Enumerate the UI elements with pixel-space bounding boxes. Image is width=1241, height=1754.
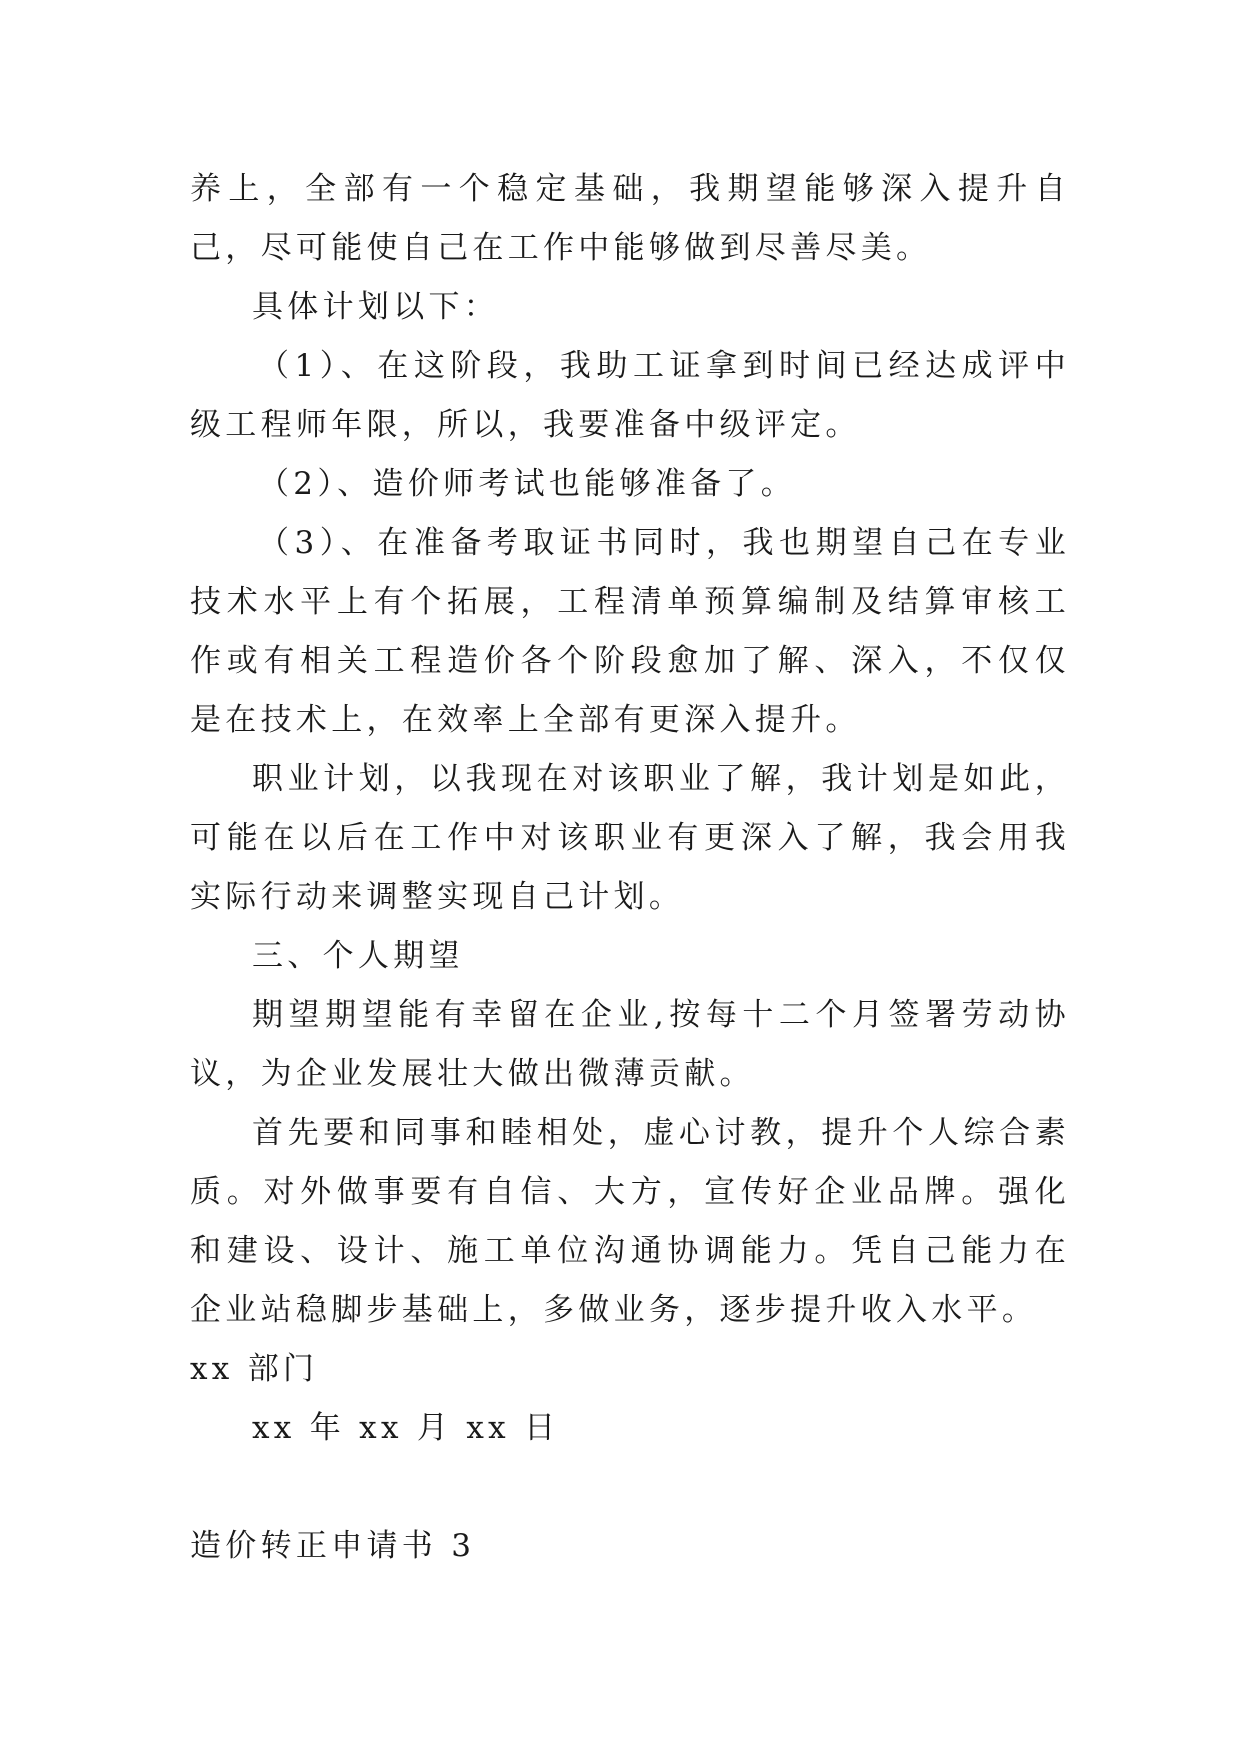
paragraph-expectation: 期望期望能有幸留在企业,按每十二个月签署劳动协议，为企业发展壮大做出微薄贡献。 bbox=[190, 997, 1070, 1092]
paragraph-conduct: 首先要和同事和睦相处，虚心讨教，提升个人综合素质。对外做事要有自信、大方，宣传好企业品牌。强化和建设、设计、施工单位沟通协调能力。凭自己能力在企业站稳脚步基础上，多做业务，逐步提升收入水平。 bbox=[190, 1115, 1070, 1328]
next-document-title: 造价转正申请书 3 bbox=[190, 1528, 476, 1564]
signature-department: xx 部门 bbox=[190, 1351, 319, 1387]
paragraph-plan-intro: 具体计划以下： bbox=[252, 289, 500, 325]
document-body bbox=[190, 160, 1070, 1576]
paragraph-continuation: 养上，全部有一个稳定基础，我期望能够深入提升自己，尽可能使自己在工作中能够做到尽善尽美。 bbox=[190, 171, 1070, 266]
paragraph-plan-item-3: （3）、在准备考取证书同时，我也期望自己在专业技术水平上有个拓展，工程清单预算编制及结算审核工作或有相关工程造价各个阶段愈加了解、深入，不仅仅是在技术上，在效率上全部有更深入提升。 bbox=[190, 525, 1070, 738]
paragraph-plan-item-2: （2）、造价师考试也能够准备了。 bbox=[258, 466, 797, 502]
paragraph-career-plan: 职业计划，以我现在对该职业了解，我计划是如此，可能在以后在工作中对该职业有更深入了解，我会用我实际行动来调整实现自己计划。 bbox=[190, 761, 1070, 915]
signature-date: xx 年 xx 月 xx 日 bbox=[252, 1410, 560, 1446]
section-heading-personal-expectation: 三、个人期望 bbox=[252, 938, 464, 974]
paragraph-plan-item-1: （1）、在这阶段，我助工证拿到时间已经达成评中级工程师年限，所以，我要准备中级评定。 bbox=[190, 348, 1070, 443]
